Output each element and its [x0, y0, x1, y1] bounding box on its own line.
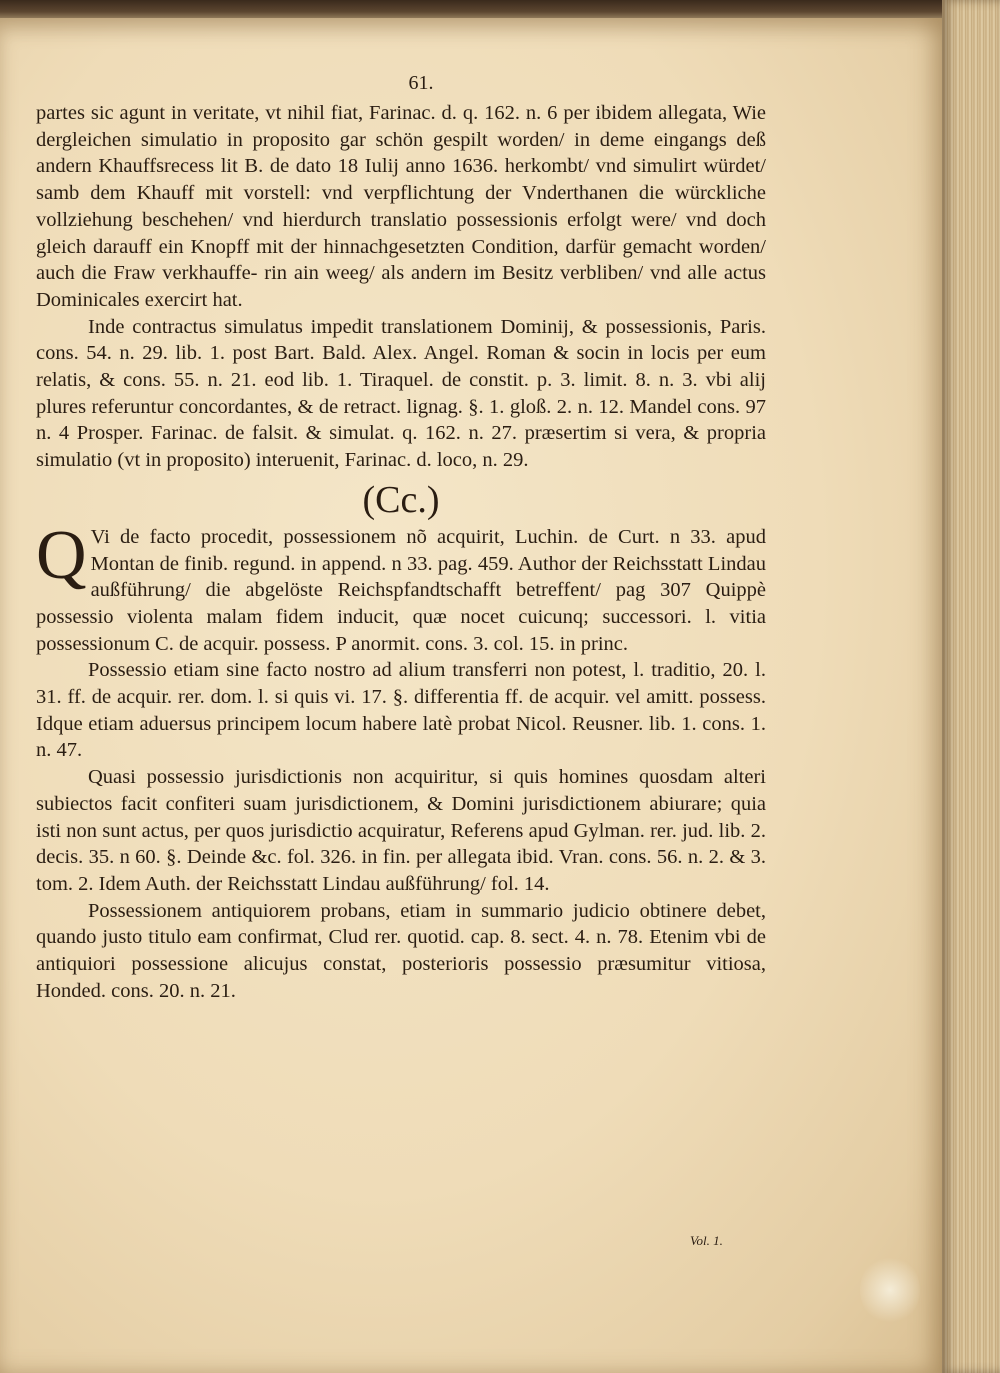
section-paragraph-4: Possessionem antiquiorem probans, etiam in summario judicio obtinere debet, quando justo titulo eam confirmat, Clud rer. quotid. cap. 8. sect. 4. n. 78. Etenim vbi de antiquiori possessione alicujus constat, posterioris possessio præsumitur vitiosa, Honded. cons. 20. n. 21.: [36, 899, 766, 1002]
page-text: [36, 70, 766, 1005]
paper-stain: [860, 1255, 920, 1325]
section-heading: (Cc.): [362, 478, 440, 521]
section-paragraph-1: Vi de facto procedit, possessionem nõ acquirit, Luchin. de Curt. n 33. apud Montan de finib. regund. in append. n 33. pag. 459. Author der Reichsstatt Lindau außführung/ die abgelöste Reichspfandtschafft betreffent/ pag 307 Quippè possessio violenta malam fidem inducit, quæ nocet cuicunq; successori. l. vitia possessionum C. de acquir. possess. P anormit. cons. 3. col. 15. in princ.: [36, 525, 766, 655]
catchword: Vol. 1.: [690, 1233, 723, 1248]
drop-cap: Q: [36, 516, 87, 594]
page-number: 61.: [408, 72, 434, 94]
section-paragraph-2: Possessio etiam sine facto nostro ad alium transferri non potest, l. traditio, 20. l. 31. ff. de acquir. rer. dom. l. si quis vi. 17. §. differentia ff. de acquir. vel amitt. possess. Idque etiam aduersus principem locum habere latè probat Nicol. Reusner. lib. 1. cons. 1. n. 47.: [36, 659, 766, 762]
paragraph-1: partes sic agunt in veritate, vt nihil fiat, Farinac. d. q. 162. n. 6 per ibidem allegata, Wie dergleichen simulatio in proposito gar schön gespilt worden/ in deme eingangs deß andern Khauffsrecess lit B. de dato 18 Iulij anno 1636. herkombt/ vnd simulirt würdet/ samb dem Khauff mit vorstell: vnd verpflichtung der Vnderthanen die würckliche vollziehung beschehen/ vnd hierdurch translatio possessionis erfolgt were/ vnd doch gleich darauff ein Knopff mit der hinnachgesetzten Condition, darfür gemacht worden/ auch die Fraw verkhauffe- rin ain weeg/ als andern im Besitz verbliben/ vnd alle actus Dominicales exercirt hat.: [36, 102, 766, 311]
book-page-edges: [942, 0, 1000, 1373]
section-paragraph-3: Quasi possessio jurisdictionis non acquiritur, si quis homines quosdam alteri subiectos facit confiteri suam jurisdictionem, & Domini jurisdictionem abiurare; quia isti non sunt actus, per quos jurisdictio acquiratur, Referens apud Gylman. rer. jud. lib. 2. decis. 35. n 60. §. Deinde &c. fol. 326. in fin. per allegata ibid. Vran. cons. 56. n. 2. & 3. tom. 2. Idem Auth. der Reichsstatt Lindau außführung/ fol. 14.: [36, 766, 766, 895]
paragraph-2: Inde contractus simulatus impedit translationem Dominij, & possessionis, Paris. cons. 54. n. 29. lib. 1. post Bart. Bald. Alex. Angel. Roman & socin in locis per eum relatis, & cons. 55. n. 21. eod lib. 1. Tiraquel. de constit. p. 3. limit. 8. n. 3. vbi alij plures referuntur concordantes, & de retract. lignag. §. 1. gloß. 2. n. 12. Mandel cons. 97 n. 4 Prosper. Farinac. de falsit. & simulat. q. 162. n. 27. præsertim si vera, & propria simulatio (vt in proposito) interuenit, Farinac. d. loco, n. 29.: [36, 315, 766, 472]
